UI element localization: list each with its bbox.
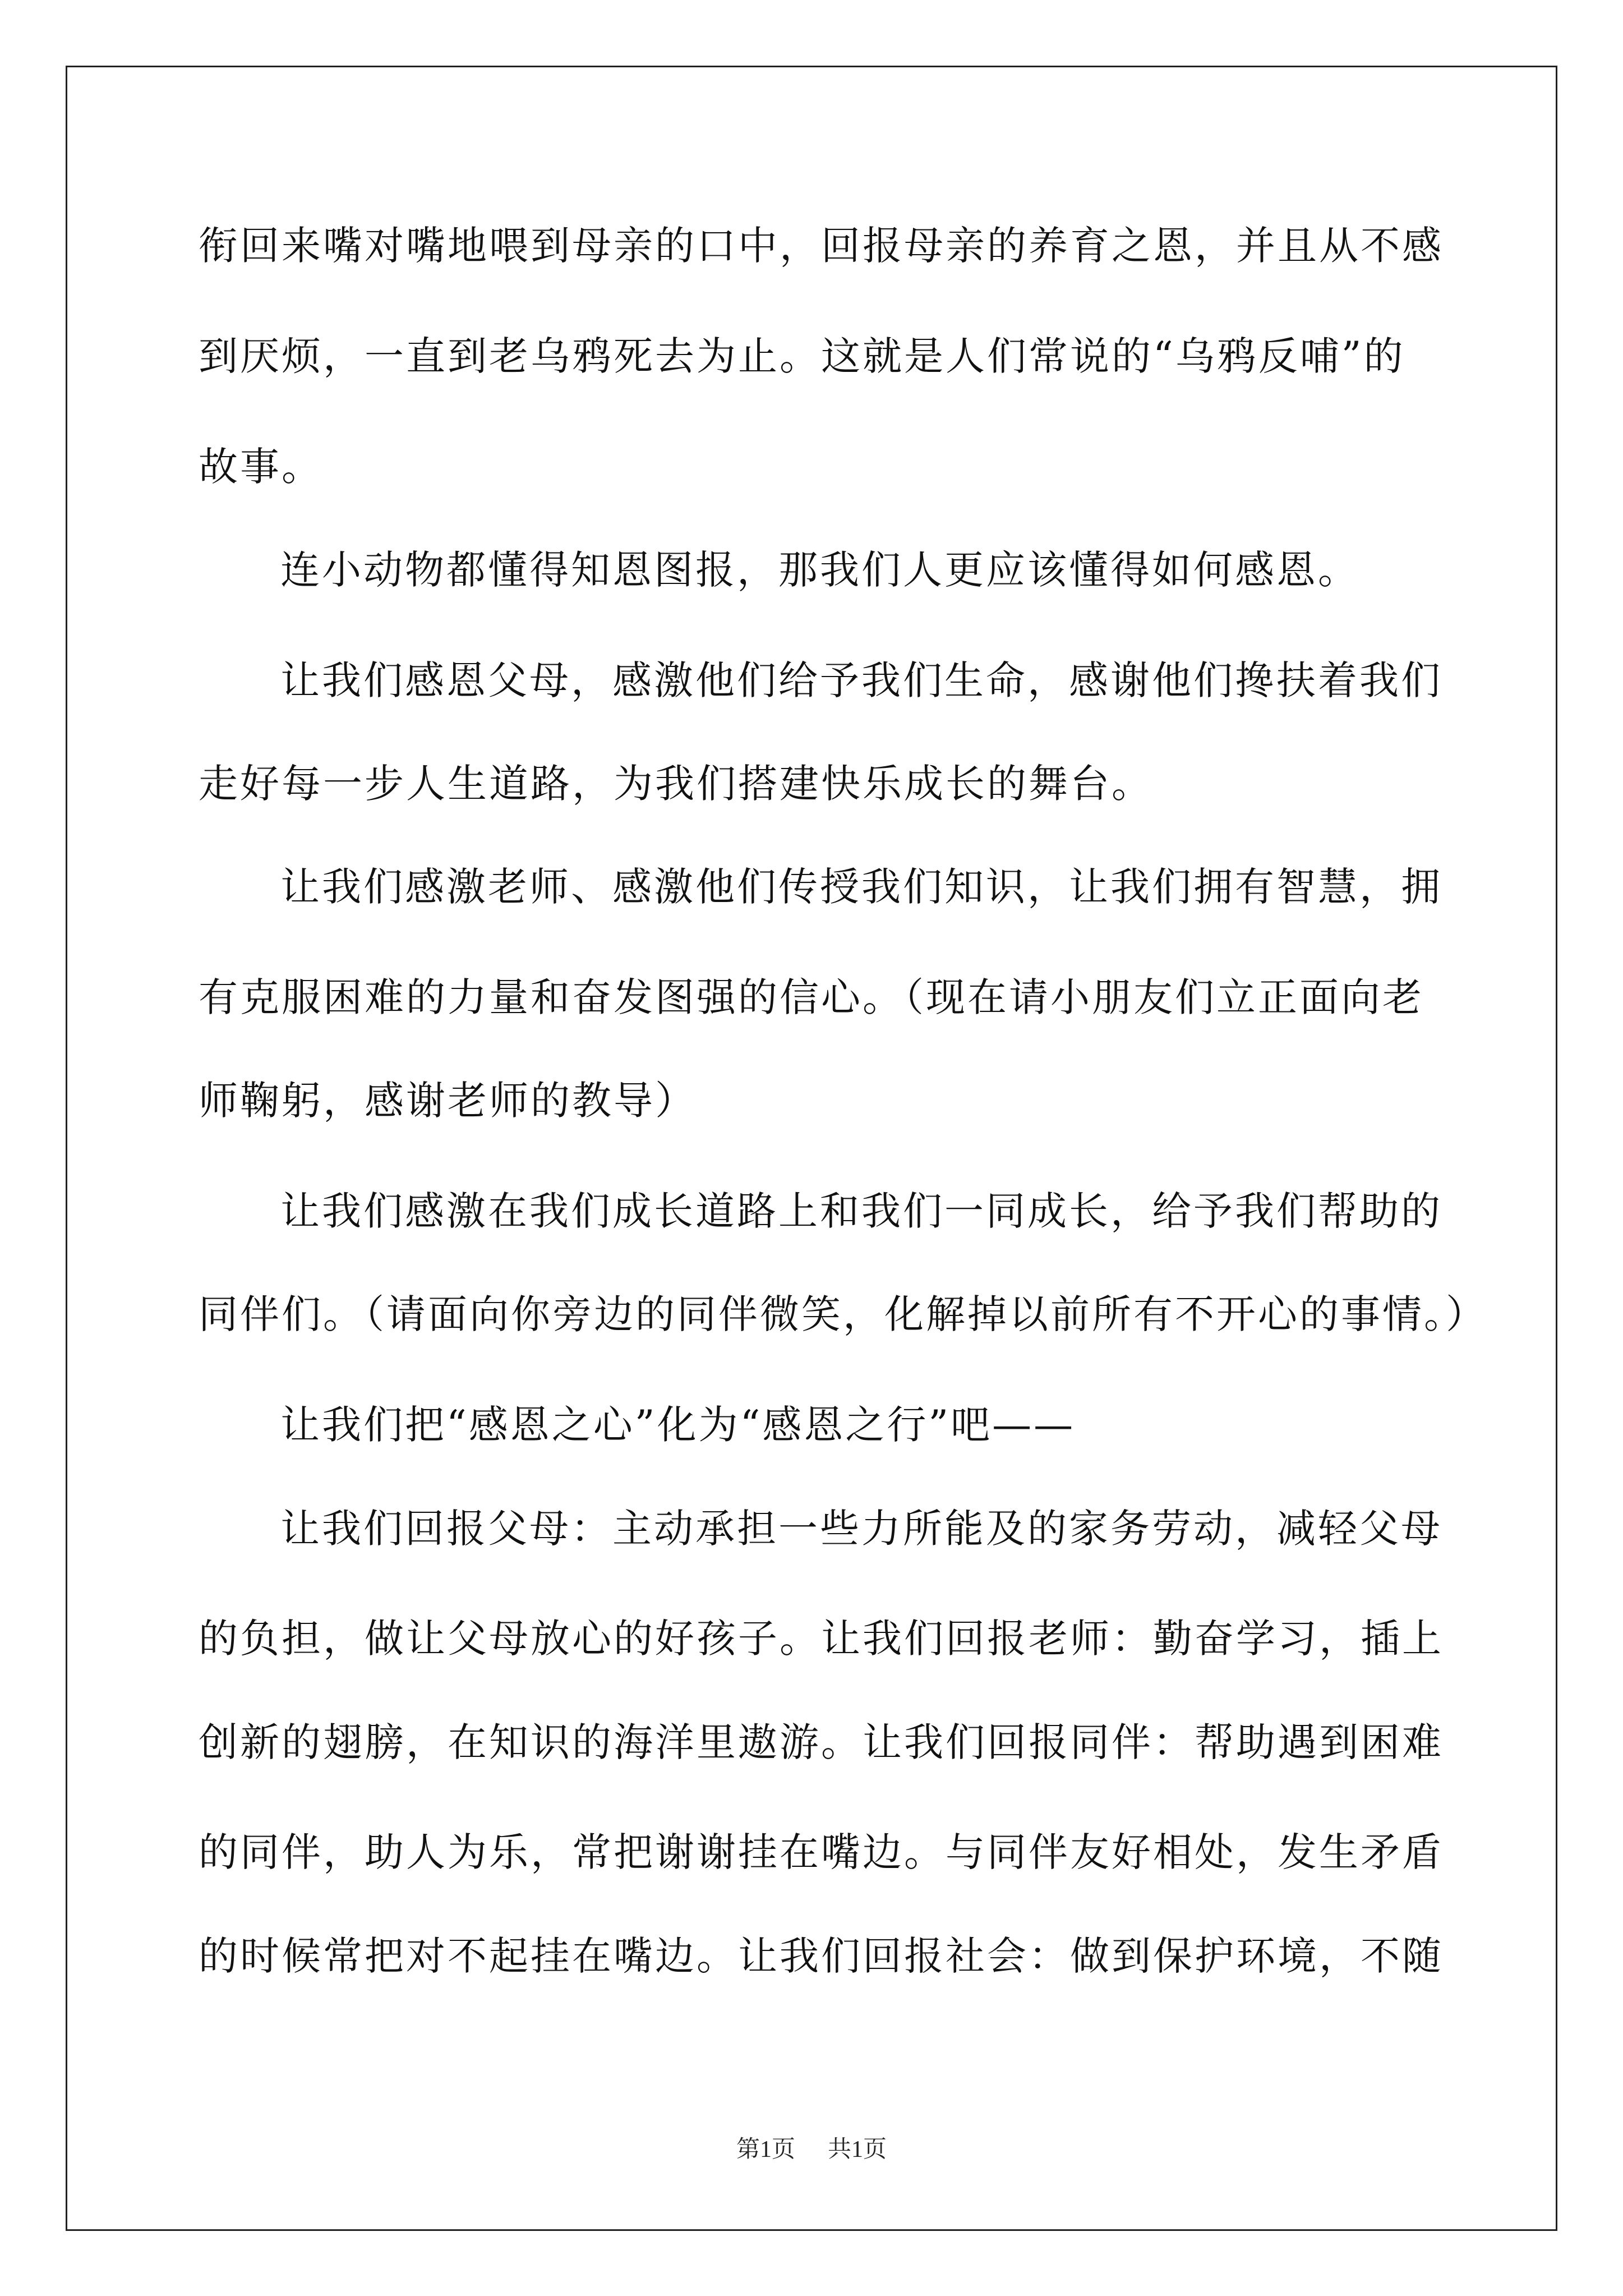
text-line: 故事。 bbox=[199, 444, 323, 490]
text-line: 的同伴，助人为乐，常把谢谢挂在嘴边。与同伴友好相处，发生矛盾 bbox=[199, 1829, 1444, 1875]
text-line: 让我们回报父母：主动承担一些力所能及的家务劳动，减轻父母 bbox=[280, 1506, 1442, 1552]
page-number-current: 第1页 bbox=[736, 2137, 795, 2162]
text-line: 有克服困难的力量和奋发图强的信心。（现在请小朋友们立正面向老 bbox=[199, 974, 1424, 1020]
text-line: 同伴们。（请面向你旁边的同伴微笑，化解掉以前所有不开心的事情。） bbox=[199, 1291, 1487, 1337]
page-border bbox=[66, 66, 1557, 2231]
text-line: 让我们感恩父母，感激他们给予我们生命，感谢他们搀扶着我们 bbox=[280, 657, 1442, 703]
text-line: 师鞠躬，感谢老师的教导） bbox=[199, 1078, 697, 1124]
text-line: 的负担，做让父母放心的好孩子。让我们回报老师：勤奋学习，插上 bbox=[199, 1616, 1444, 1662]
page-number-total: 共1页 bbox=[828, 2137, 887, 2162]
text-line: 创新的翅膀，在知识的海洋里遨游。让我们回报同伴：帮助遇到困难 bbox=[199, 1719, 1444, 1765]
text-line: 走好每一步人生道路，为我们搭建快乐成长的舞台。 bbox=[199, 761, 1153, 807]
text-line: 到厌烦，一直到老乌鸦死去为止。这就是人们常说的“乌鸦反哺”的 bbox=[199, 333, 1405, 379]
text-line: 连小动物都懂得知恩图报，那我们人更应该懂得如何感恩。 bbox=[280, 547, 1359, 593]
text-line: 让我们把“感恩之心”化为“感恩之行”吧—— bbox=[280, 1402, 1076, 1448]
text-line: 让我们感激在我们成长道路上和我们一同成长，给予我们帮助的 bbox=[280, 1188, 1442, 1234]
page-footer bbox=[0, 2133, 1623, 2166]
text-line: 的时候常把对不起挂在嘴边。让我们回报社会：做到保护环境，不随 bbox=[199, 1933, 1444, 1979]
text-line: 让我们感激老师、感激他们传授我们知识，让我们拥有智慧，拥 bbox=[280, 864, 1442, 910]
text-line: 衔回来嘴对嘴地喂到母亲的口中，回报母亲的养育之恩，并且从不感 bbox=[199, 223, 1444, 269]
